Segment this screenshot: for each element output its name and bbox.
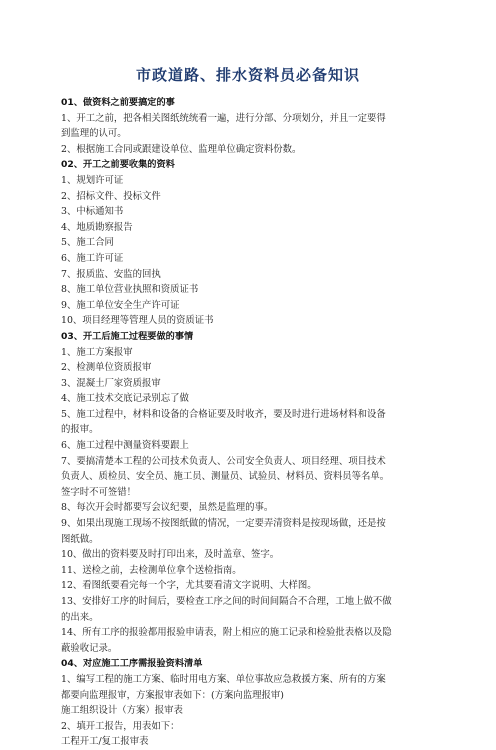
text-line: 图纸做。 [61,533,99,545]
document-body [61,95,441,750]
text-line: 施工组织设计（方案）报审表 [61,705,183,717]
document-title: 市政道路、排水资料员必备知识 [135,66,360,84]
text-line: 2、检测单位资质报审 [61,362,152,374]
text-line: 9、如果出现施工现场不按图纸做的情况，一定要弄清资料是按现场做，还是按 [61,518,386,530]
text-line: 都要向监理报审，方案报审表如下：(方案向监理报审) [61,689,284,701]
text-line: 5、施工合同 [61,237,114,249]
text-line: 签字时不可签错！ [61,486,137,498]
text-line: 工程开工/复工报审表 [61,736,149,748]
text-line: 到监理的认可。 [61,128,127,140]
text-line: 7、报质监、安监的回执 [61,268,161,280]
text-line: 12、看图纸要看完每一个字，尤其要看清文字说明、大样图。 [61,580,317,592]
text-line: 3、混凝土厂家资质报审 [61,377,161,389]
text-line: 1、开工之前，把各相关图纸统统看一遍，进行分部、分项划分，并且一定要得 [61,112,386,124]
text-line: 6、施工过程中测量资料要跟上 [61,440,189,452]
section-heading: 02、开工之前要收集的资料 [61,159,175,171]
text-line: 5、施工过程中，材料和设备的合格证要及时收齐，要及时进行进场材料和设备 [61,408,386,420]
text-line: 13、安排好工序的时间后，要检查工序之间的时间间隔合不合理，工地上做不做 [61,596,392,607]
text-line: 2、根据施工合同或跟建设单位、监理单位确定资料份数。 [61,143,302,155]
text-line: 2、招标文件、投标文件 [61,190,161,202]
section-heading: 03、开工后施工过程要做的事情 [61,330,194,342]
text-line: 负责人、质检员、安全员、施工员、测量员、试验员、材料员、资料员等名单。 [61,471,390,483]
text-line: 4、施工技术交底记录别忘了做 [61,393,189,405]
text-line: 2、填开工报告，用表如下： [61,720,180,732]
section-heading: 01、做资料之前要搞定的事 [61,97,175,108]
text-line: 1、施工方案报审 [61,346,133,358]
text-line: 9、施工单位安全生产许可证 [61,299,180,311]
text-line: 6、施工许可证 [61,252,124,264]
text-line: 10、项目经理等管理人员的资质证书 [61,315,214,327]
text-line: 11、送检之前，去检测单位拿个送检指南。 [61,564,242,576]
text-line: 8、每次开会时都要写会议纪要，虽然是监理的事。 [61,502,274,514]
text-line: 4、地质勘察报告 [61,221,133,233]
text-line: 10、做出的资料要及时打印出来，及时盖章、签字。 [61,549,280,561]
text-line: 7、要搞清楚本工程的公司技术负责人、公司安全负责人、项目经理、项目技术 [61,455,386,467]
text-line: 1、规划许可证 [61,174,124,186]
text-line: 蔽验收记录。 [61,642,118,654]
text-line: 的出来。 [61,611,99,623]
text-line: 的报审。 [61,424,99,436]
section-heading: 04、对应施工工序需报验资料清单 [61,658,203,670]
text-line: 3、中标通知书 [61,206,124,218]
text-line: 14、所有工序的报验都用报验申请表，附上相应的施工记录和检验批表格以及隐 [61,627,392,639]
text-line: 8、施工单位营业执照和资质证书 [61,284,199,296]
text-line: 1、编写工程的施工方案、临时用电方案、单位事故应急救援方案、所有的方案 [61,673,386,685]
